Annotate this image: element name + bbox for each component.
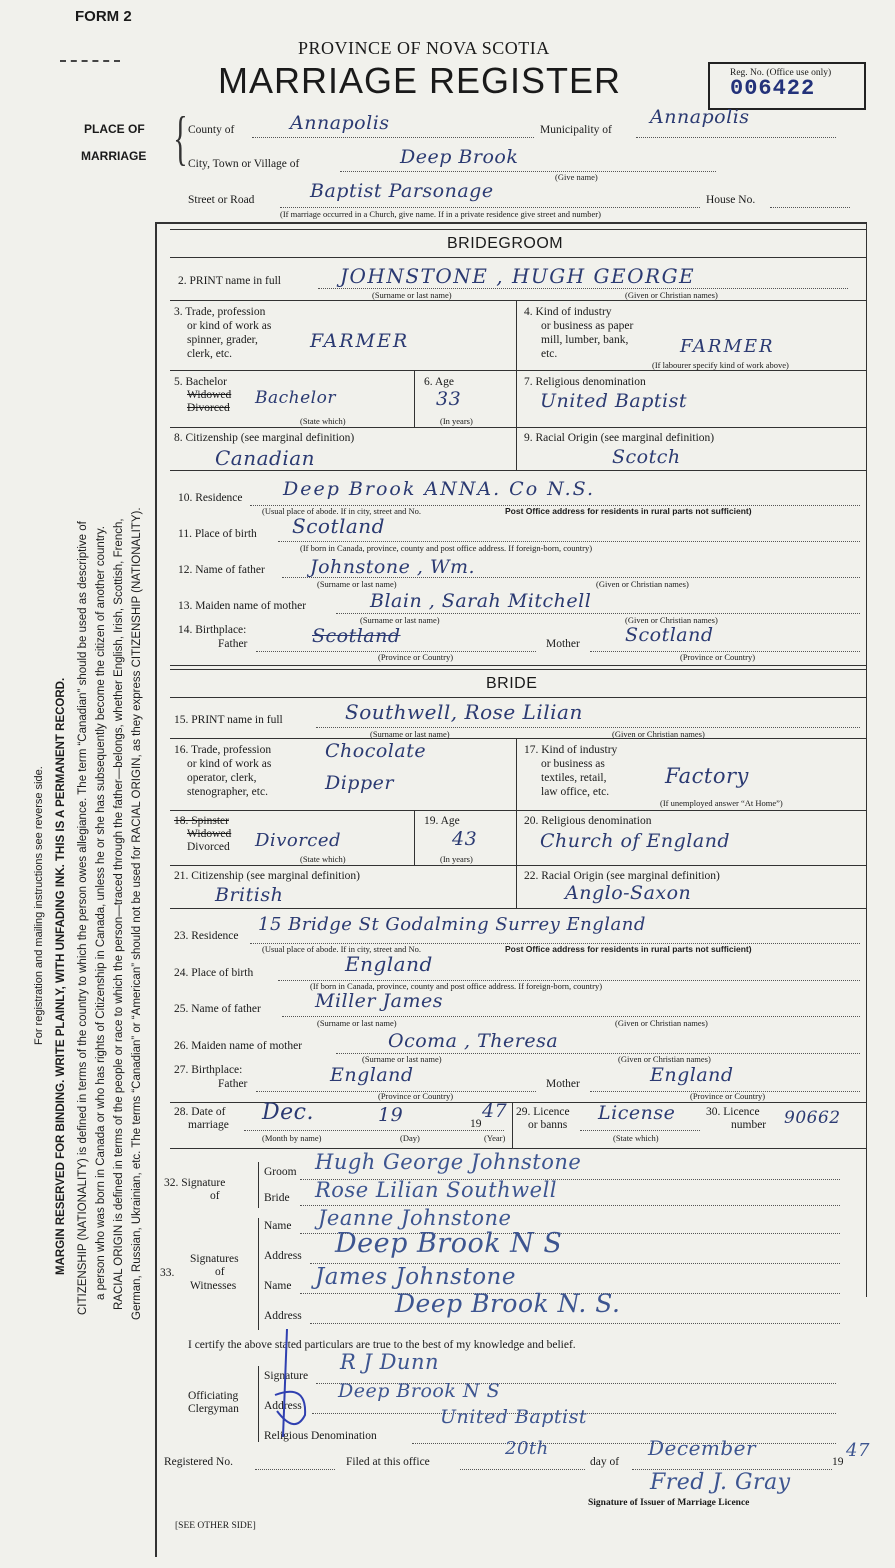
hint-mother-surname: (Surname or last name) bbox=[360, 615, 440, 625]
day-of-label: day of bbox=[590, 1456, 620, 1468]
marriage-year-prefix: 19 bbox=[470, 1118, 482, 1130]
hint-bride-birth: (If born in Canada, province, county and post office address. If foreign-born, country) bbox=[310, 981, 603, 991]
bride-father-label: 25. Name of father bbox=[174, 1003, 261, 1015]
groom-religion-value: United Baptist bbox=[540, 390, 687, 412]
hint-bride-province-father: (Province or Country) bbox=[378, 1091, 454, 1101]
street-value: Baptist Parsonage bbox=[310, 180, 494, 202]
clergy-signature-label: Signature bbox=[264, 1370, 309, 1382]
groom-status-value: Bachelor bbox=[255, 388, 336, 408]
province-heading: PROVINCE OF NOVA SCOTIA bbox=[298, 38, 550, 58]
bride-status-label-1: 18. Spinster bbox=[174, 815, 229, 827]
licence-label-2: or banns bbox=[528, 1119, 568, 1131]
bride-birthplace-label: 27. Birthplace: bbox=[174, 1064, 243, 1076]
bride-age-value: 43 bbox=[452, 828, 478, 850]
bride-religion-label: 20. Religious denomination bbox=[524, 815, 652, 827]
hint-bride-res-b: Post Office address for residents in rural parts not sufficient) bbox=[505, 944, 752, 954]
groom-name-value: JOHNSTONE , HUGH GEORGE bbox=[340, 264, 696, 288]
section-bride: BRIDE bbox=[486, 675, 538, 692]
hint-unemployed: (If unemployed answer “At Home”) bbox=[660, 798, 783, 808]
bride-birthplace-mother-label: Mother bbox=[546, 1078, 580, 1090]
clergy-label-1: Officiating bbox=[188, 1390, 239, 1402]
bride-citizenship-label: 21. Citizenship (see marginal definition) bbox=[174, 870, 360, 882]
hint-bride-given: (Given or Christian names) bbox=[612, 729, 705, 739]
bride-industry-label-2: or business as bbox=[541, 758, 605, 770]
groom-father-label: 12. Name of father bbox=[178, 564, 265, 576]
hint-surname: (Surname or last name) bbox=[372, 290, 452, 300]
groom-trade-label-3: spinner, grader, bbox=[187, 334, 258, 346]
bride-trade-value-1: Chocolate bbox=[325, 740, 427, 762]
groom-racial-label: 9. Racial Origin (see marginal definition) bbox=[524, 432, 715, 444]
date-label-1: 28. Date of bbox=[174, 1106, 226, 1118]
bride-birth-label: 24. Place of birth bbox=[174, 967, 254, 979]
certify-statement: I certify the above stated particulars are true to the best of my knowledge and belief. bbox=[188, 1339, 576, 1351]
hint-bride-province-mother: (Province or Country) bbox=[690, 1091, 766, 1101]
witness2-address: Deep Brook N. S. bbox=[395, 1289, 621, 1318]
hint-bride-mother-given: (Given or Christian names) bbox=[618, 1054, 711, 1064]
hint-bride-mother-surname: (Surname or last name) bbox=[362, 1054, 442, 1064]
bride-status-label-2: Widowed bbox=[187, 828, 232, 840]
groom-trade-label-4: clerk, etc. bbox=[187, 348, 233, 360]
bride-signature: Rose Lilian Southwell bbox=[315, 1178, 558, 1202]
groom-sig-label: Groom bbox=[264, 1166, 297, 1178]
bride-father-birthplace: England bbox=[330, 1064, 414, 1086]
hint-mother-given: (Given or Christian names) bbox=[625, 615, 718, 625]
county-value: Annapolis bbox=[290, 112, 390, 134]
pen-stroke-mark bbox=[255, 1325, 325, 1445]
bride-industry-value: Factory bbox=[665, 764, 749, 788]
hint-bride-years: (In years) bbox=[440, 854, 473, 864]
place-label-1: PLACE OF bbox=[84, 122, 145, 136]
filed-label: Filed at this office bbox=[346, 1456, 430, 1468]
issuer-label: Signature of Issuer of Marriage Licence bbox=[588, 1498, 750, 1508]
groom-trade-label-1: 3. Trade, profession bbox=[174, 306, 266, 318]
street-label: Street or Road bbox=[188, 194, 255, 206]
page-title: MARRIAGE REGISTER bbox=[218, 60, 622, 101]
hint-father-given: (Given or Christian names) bbox=[596, 579, 689, 589]
hint-province-father: (Province or Country) bbox=[378, 652, 454, 662]
witness1-name: Jeanne Johnstone bbox=[318, 1206, 512, 1230]
bride-citizenship-value: British bbox=[215, 884, 284, 906]
marriage-month: Dec. bbox=[262, 1100, 314, 1125]
hint-bride-state: (State which) bbox=[300, 854, 346, 864]
municipality-label: Municipality of bbox=[540, 124, 612, 136]
witness-label-1: Signatures bbox=[190, 1253, 239, 1265]
bride-industry-label-1: 17. Kind of industry bbox=[524, 744, 618, 756]
bride-residence-value: 15 Bridge St Godalming Surrey England bbox=[258, 914, 646, 935]
bride-status-value: Divorced bbox=[255, 830, 342, 851]
groom-industry-label-3: mill, lumber, bank, bbox=[541, 334, 629, 346]
witness1-name-label: Name bbox=[264, 1220, 292, 1232]
bride-mother-label: 26. Maiden name of mother bbox=[174, 1040, 303, 1052]
margin-binding-note: MARGIN RESERVED FOR BINDING. WRITE PLAINLY, WITH UNFADING INK. THIS IS A PERMANENT RECORD. bbox=[55, 677, 67, 1275]
groom-industry-label-1: 4. Kind of industry bbox=[524, 306, 612, 318]
hint-years: (In years) bbox=[440, 416, 473, 426]
bride-trade-value-2: Dipper bbox=[325, 772, 394, 794]
witness-label-2: of bbox=[215, 1266, 225, 1278]
bride-trade-label-3: operator, clerk, bbox=[187, 772, 257, 784]
clergy-denomination-label: Religious Denomination bbox=[264, 1430, 377, 1442]
bride-sig-label: Bride bbox=[264, 1192, 290, 1204]
witness2-name-label: Name bbox=[264, 1280, 292, 1292]
hint-month: (Month by name) bbox=[262, 1133, 322, 1143]
city-value: Deep Brook bbox=[400, 146, 519, 168]
hint-bride-res-a: (Usual place of abode. If in city, street and No. bbox=[262, 944, 422, 954]
bride-residence-label: 23. Residence bbox=[174, 930, 239, 942]
bride-trade-label-2: or kind of work as bbox=[187, 758, 272, 770]
hint-licence-state: (State which) bbox=[613, 1133, 659, 1143]
groom-mother-birthplace: Scotland bbox=[625, 624, 714, 646]
groom-citizenship-label: 8. Citizenship (see marginal definition) bbox=[174, 432, 355, 444]
filed-month: December bbox=[648, 1436, 757, 1460]
city-hint: (Give name) bbox=[555, 172, 598, 182]
bride-age-label: 19. Age bbox=[424, 815, 460, 827]
groom-industry-label-2: or business as paper bbox=[541, 320, 634, 332]
marriage-day: 19 bbox=[378, 1104, 404, 1126]
licence-number-label-2: number bbox=[731, 1119, 767, 1131]
clergy-signature: R J Dunn bbox=[340, 1350, 439, 1374]
groom-citizenship-value: Canadian bbox=[215, 446, 316, 470]
reg-number: 006422 bbox=[730, 76, 816, 101]
place-label-2: MARRIAGE bbox=[81, 149, 147, 163]
city-label: City, Town or Village of bbox=[188, 158, 300, 170]
date-label-2: marriage bbox=[188, 1119, 229, 1131]
reg-number-label: Reg. No. (Office use only) bbox=[730, 68, 832, 78]
bride-birthplace-father-label: Father bbox=[218, 1078, 248, 1090]
bride-trade-label-1: 16. Trade, profession bbox=[174, 744, 272, 756]
hint-state-which: (State which) bbox=[300, 416, 346, 426]
hint-residence-a: (Usual place of abode. If in city, street and No. bbox=[262, 506, 422, 516]
county-label: County of bbox=[188, 124, 235, 136]
bride-birth-value: England bbox=[345, 952, 433, 976]
street-hint: (If marriage occurred in a Church, give name. If in a private residence give street and number) bbox=[280, 209, 601, 219]
groom-birthplace-father-label: Father bbox=[218, 638, 248, 650]
groom-birth-value: Scotland bbox=[292, 514, 385, 538]
groom-mother-label: 13. Maiden name of mother bbox=[178, 600, 307, 612]
reg-number-box bbox=[708, 62, 866, 110]
section-bridegroom: BRIDEGROOM bbox=[447, 235, 564, 252]
filed-year-prefix: 19 bbox=[832, 1456, 844, 1468]
clergy-label-2: Clergyman bbox=[188, 1403, 239, 1415]
groom-birthplace-mother-label: Mother bbox=[546, 638, 580, 650]
groom-father-value: Johnstone , Wm. bbox=[310, 556, 476, 578]
bride-trade-label-4: stenographer, etc. bbox=[187, 786, 268, 798]
bride-mother-birthplace: England bbox=[650, 1064, 734, 1086]
groom-religion-label: 7. Religious denomination bbox=[524, 376, 646, 388]
groom-signature: Hugh George Johnstone bbox=[315, 1150, 582, 1174]
marriage-year: 47 bbox=[482, 1100, 508, 1122]
municipality-value: Annapolis bbox=[650, 106, 750, 128]
hint-father-surname: (Surname or last name) bbox=[317, 579, 397, 589]
bride-name-label: 15. PRINT name in full bbox=[174, 714, 283, 726]
groom-industry-value: FARMER bbox=[680, 336, 775, 357]
groom-trade-label-2: or kind of work as bbox=[187, 320, 272, 332]
margin-racial-def: RACIAL ORIGIN is defined in terms of the people or race to which the person—traced through the father—belongs, whether English, Irish, Scottish, French, bbox=[113, 518, 125, 1310]
groom-racial-value: Scotch bbox=[612, 446, 681, 468]
groom-birth-label: 11. Place of birth bbox=[178, 528, 257, 540]
registered-label: Registered No. bbox=[164, 1456, 233, 1468]
groom-status-label-3: Divorced bbox=[187, 402, 230, 414]
form-number: FORM 2 bbox=[75, 8, 132, 25]
hint-birth: (If born in Canada, province, county and post office address. If foreign-born, country) bbox=[300, 543, 593, 553]
bride-racial-value: Anglo-Saxon bbox=[565, 882, 692, 904]
margin-citizenship-def: CITIZENSHIP (NATIONALITY) is defined in terms of the country to which the person owes allegiance. The term “Canadian” should be used as descriptive of bbox=[77, 521, 89, 1315]
groom-age-label: 6. Age bbox=[424, 376, 455, 388]
groom-residence-value: Deep Brook ANNA. Co N.S. bbox=[283, 478, 596, 500]
hint-bride-father-given: (Given or Christian names) bbox=[615, 1018, 708, 1028]
groom-status-label-2: Widowed bbox=[187, 389, 232, 401]
signature-label-2: of bbox=[210, 1190, 220, 1202]
bride-name-value: Southwell, Rose Lilian bbox=[345, 700, 583, 724]
hint-day: (Day) bbox=[400, 1133, 420, 1143]
hint-residence-b: Post Office address for residents in rural parts not sufficient) bbox=[505, 506, 752, 516]
margin-citizenship-def-2: a person who was born in Canada or who has rights of Citizenship in Canada, unless he or she has subsequently become the citizen of another country. bbox=[95, 526, 107, 1300]
witness1-address-label: Address bbox=[264, 1250, 302, 1262]
licence-number-label-1: 30. Licence bbox=[706, 1106, 760, 1118]
filed-day: 20th bbox=[505, 1438, 549, 1459]
bride-industry-label-4: law office, etc. bbox=[541, 786, 610, 798]
licence-type-value: License bbox=[598, 1102, 676, 1124]
bride-religion-value: Church of England bbox=[540, 830, 731, 852]
groom-industry-label-4: etc. bbox=[541, 348, 558, 360]
bride-mother-value: Ocoma , Theresa bbox=[388, 1030, 559, 1052]
margin-racial-def-2: German, Russian, Ukrainian, etc. The terms “Canadian” or “American” should not be used for RACIAL ORIGIN, as they express CITIZENSHIP (NATIONALITY). bbox=[131, 507, 143, 1320]
witness2-name: James Johnstone bbox=[315, 1264, 516, 1290]
place-brace: { bbox=[173, 105, 188, 171]
clergy-address-label: Address bbox=[264, 1400, 302, 1412]
clergy-address: Deep Brook N S bbox=[338, 1380, 501, 1402]
groom-status-label-1: 5. Bachelor bbox=[174, 376, 228, 388]
groom-residence-label: 10. Residence bbox=[178, 492, 243, 504]
groom-name-label: 2. PRINT name in full bbox=[178, 275, 281, 287]
filed-year: 47 bbox=[846, 1440, 870, 1461]
hint-province-mother: (Province or Country) bbox=[680, 652, 756, 662]
licence-label-1: 29. Licence bbox=[516, 1106, 570, 1118]
hint-bride-father-surname: (Surname or last name) bbox=[317, 1018, 397, 1028]
bride-racial-label: 22. Racial Origin (see marginal definition) bbox=[524, 870, 720, 882]
clergy-denomination: United Baptist bbox=[440, 1406, 587, 1428]
margin-instructions: For registration and mailing instructions see reverse side. bbox=[33, 766, 45, 1045]
bride-industry-label-3: textiles, retail, bbox=[541, 772, 607, 784]
hint-given: (Given or Christian names) bbox=[625, 290, 718, 300]
punch-mark bbox=[60, 60, 120, 62]
bride-father-value: Miller James bbox=[315, 990, 444, 1012]
issuer-signature: Fred J. Gray bbox=[650, 1470, 791, 1495]
witness-number: 33. bbox=[160, 1267, 175, 1279]
witness1-address: Deep Brook N S bbox=[335, 1228, 563, 1259]
hint-bride-surname: (Surname or last name) bbox=[370, 729, 450, 739]
house-label: House No. bbox=[706, 194, 756, 206]
witness-label-3: Witnesses bbox=[190, 1280, 237, 1292]
witness2-address-label: Address bbox=[264, 1310, 302, 1322]
groom-birthplace-label: 14. Birthplace: bbox=[178, 624, 247, 636]
licence-number-value: 90662 bbox=[784, 1108, 841, 1128]
signature-label-1: 32. Signature bbox=[164, 1177, 226, 1189]
groom-trade-value: FARMER bbox=[310, 330, 410, 352]
hint-labourer: (If labourer specify kind of work above) bbox=[652, 360, 789, 370]
groom-age-value: 33 bbox=[436, 388, 462, 410]
groom-father-birthplace: Scotland bbox=[312, 625, 401, 647]
bride-status-label-3: Divorced bbox=[187, 841, 230, 853]
groom-mother-value: Blain , Sarah Mitchell bbox=[370, 590, 592, 612]
hint-year: (Year) bbox=[484, 1133, 506, 1143]
see-other-side: [SEE OTHER SIDE] bbox=[175, 1521, 256, 1531]
